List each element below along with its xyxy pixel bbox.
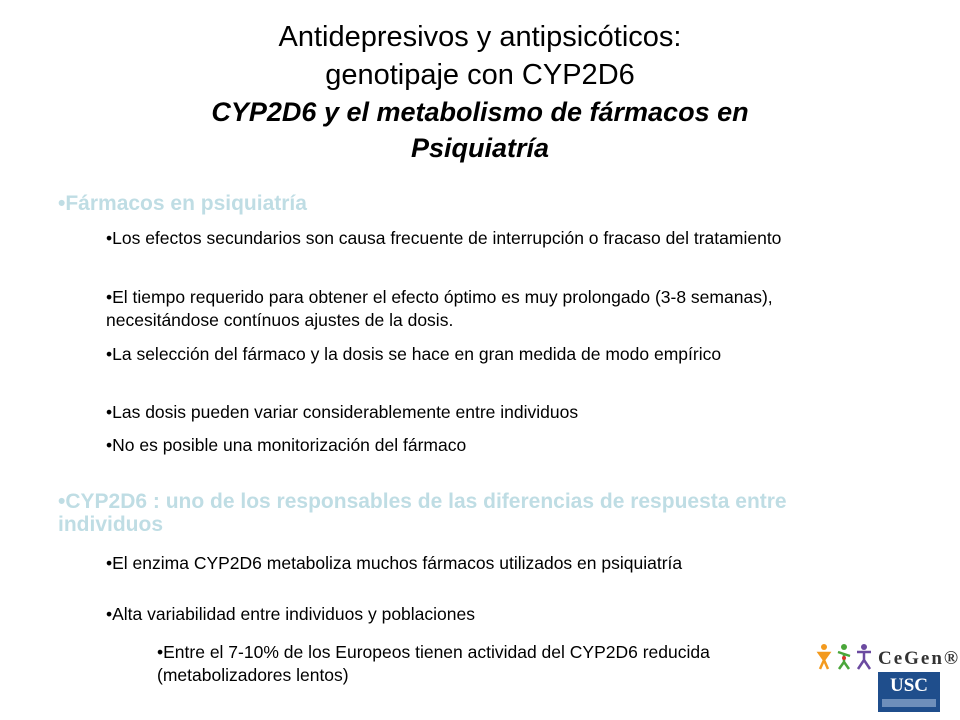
list-item: •Alta variabilidad entre individuos y poblaciones xyxy=(106,604,475,624)
title-line-4: Psiquiatría xyxy=(410,133,550,163)
section-heading-farmacos: •Fármacos en psiquiatría xyxy=(58,192,307,215)
title-line-2: genotipaje con CYP2D6 xyxy=(325,59,635,91)
usc-logo xyxy=(878,672,940,712)
list-item: •Las dosis pueden variar considerablemente entre individuos xyxy=(106,402,579,422)
list-item: •No es posible una monitorización del fármaco xyxy=(106,435,467,455)
section-heading-cyp2d6: •CYP2D6 : uno de los responsables de las diferencias de respuesta entre individuos xyxy=(58,490,787,536)
list-item: •El tiempo requerido para obtener el efecto óptimo es muy prolongado (3-8 semanas), necesitándose contínuos ajustes de la dosis. xyxy=(106,287,773,330)
title-line-1: Antidepresivos y antipsicóticos: xyxy=(278,21,682,53)
list-item: •El enzima CYP2D6 metaboliza muchos fármacos utilizados en psiquiatría xyxy=(106,553,683,573)
people-logo-icon xyxy=(816,642,878,672)
list-item: •La selección del fármaco y la dosis se hace en gran medida de modo empírico xyxy=(106,344,722,364)
list-item: •Los efectos secundarios son causa frecuente de interrupción o fracaso del tratamiento xyxy=(106,228,782,248)
slide-title xyxy=(0,18,960,166)
usc-logo-strip xyxy=(882,699,936,707)
cegen-logo: CeGen® xyxy=(878,648,960,669)
usc-logo-text: USC xyxy=(889,675,928,696)
sub-list-item: •Entre el 7-10% de los Europeos tienen actividad del CYP2D6 reducida (metabolizadores lentos) xyxy=(157,642,710,685)
title-line-3: CYP2D6 y el metabolismo de fármacos en xyxy=(211,97,749,127)
